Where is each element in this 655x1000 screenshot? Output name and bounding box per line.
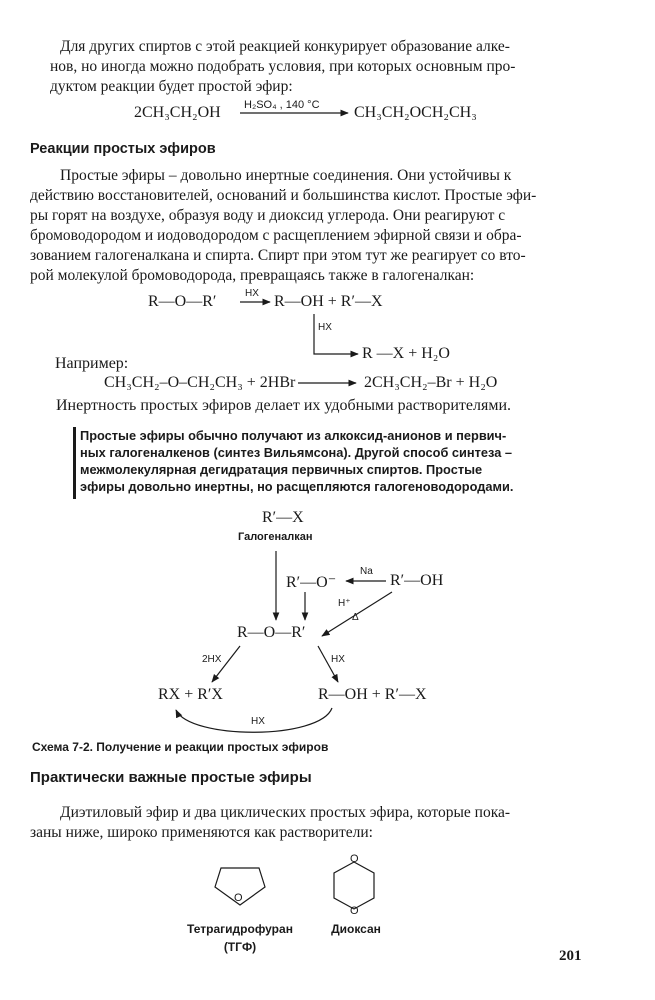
scheme2-left-reagent: 2HX [202, 654, 222, 665]
scheme2-right-products: R—OH + R′—X [318, 686, 427, 703]
example-right: 2CH₃CH₂–Br + H₂O [364, 374, 498, 391]
scheme2-left-products: RX + R′X [158, 686, 223, 703]
equation-condition: H₂SO₄ , 140 °C [244, 99, 320, 111]
text-line: дуктом реакции будет простой эфир: [50, 78, 293, 95]
scheme1-products2: R —X + H₂O [362, 345, 450, 362]
scheme2-alcohol: R′—OH [390, 572, 444, 589]
thf-oxygen: O [234, 892, 243, 904]
reaction-arrow [314, 314, 358, 354]
text-line: бромоводородом и иодоводородом с расщеплением эфирной связи и обра- [30, 227, 522, 244]
thf-abbr: (ТГФ) [223, 940, 257, 954]
summary-line: ных галогеналкенов (синтез Вильямсона). Другой способ синтеза – [80, 445, 513, 460]
reaction-arrow [318, 646, 338, 682]
text-line: Для других спиртов с этой реакцией конкурирует образование алке- [60, 38, 510, 55]
scheme1-reagent2: HX [318, 322, 332, 333]
scheme2-right-reagent: HX [331, 654, 345, 665]
text-line: нов, но иногда можно подобрать условия, при которых основным про- [50, 58, 516, 75]
scheme1-reactant: R—O—R′ [148, 293, 217, 310]
scheme2-delta: Δ [352, 612, 359, 623]
text-line: ры горят на воздухе, образуя воду и диоксид углерода. Они реагируют с [30, 207, 506, 224]
scheme-caption: Схема 7-2. Получение и реакции простых эфиров [32, 740, 329, 754]
equation-left: 2CH₃CH₂OH [134, 104, 221, 121]
summary-line: эфиры довольно инертны, но расщепляются галогеноводородами. [80, 479, 514, 494]
section-heading: Практически важные простые эфиры [30, 769, 312, 786]
example-label: Например: [55, 355, 129, 372]
dioxane-oxygen-bottom: O [350, 905, 359, 917]
summary-line: Простые эфиры обычно получают из алкоксид-анионов и первич- [80, 428, 507, 443]
summary-line: межмолекулярная дегидратация первичных спиртов. Простые [80, 462, 483, 477]
text-line: Простые эфиры – довольно инертные соединения. Они устойчивы к [60, 167, 512, 184]
inertness-line: Инертность простых эфиров делает их удобными растворителями. [56, 397, 511, 414]
dioxane-oxygen-top: O [350, 853, 359, 865]
dioxane-ring [334, 862, 374, 909]
text-line: зованием галогеналкана и спирта. Спирт при этом тут же реагирует со вто- [30, 247, 526, 264]
reaction-arrow [212, 646, 240, 682]
scheme2-hplus: H⁺ [338, 598, 351, 609]
text-line: рой молекулой бромоводорода, превращаясь также в галогеналкан: [30, 267, 475, 284]
page-number: 201 [559, 948, 582, 964]
thf-name: Тетрагидрофуран [187, 922, 293, 936]
example-left: CH₃CH₂–O–CH₂CH₃ + 2HBr [104, 374, 296, 391]
thf-ring [215, 868, 265, 905]
equation-right: CH₃CH₂OCH₂CH₃ [354, 104, 477, 121]
scheme2-na: Na [360, 566, 373, 577]
scheme1-reagent: HX [245, 288, 259, 299]
text-line: действию восстановителей, оснований и большинства кислот. Простые эфи- [30, 187, 537, 204]
dioxane-name: Диоксан [331, 922, 381, 936]
scheme1-products: R—OH + R′—X [274, 293, 383, 310]
scheme2-haloalkane-label: Галогеналкан [238, 531, 313, 543]
reaction-arrow [176, 708, 332, 732]
scheme2-ether: R—O—R′ [237, 624, 306, 641]
reaction-arrow [322, 592, 392, 636]
text-line: заны ниже, широко применяются как растворители: [30, 824, 373, 841]
scheme2-bottom-reagent: HX [251, 716, 265, 727]
scheme2-haloalkane: R′—X [262, 509, 304, 526]
scheme2-alkoxide: R′—O⁻ [286, 574, 337, 591]
text-line: Диэтиловый эфир и два циклических простых эфира, которые пока- [60, 804, 511, 821]
section-heading: Реакции простых эфиров [30, 141, 216, 157]
